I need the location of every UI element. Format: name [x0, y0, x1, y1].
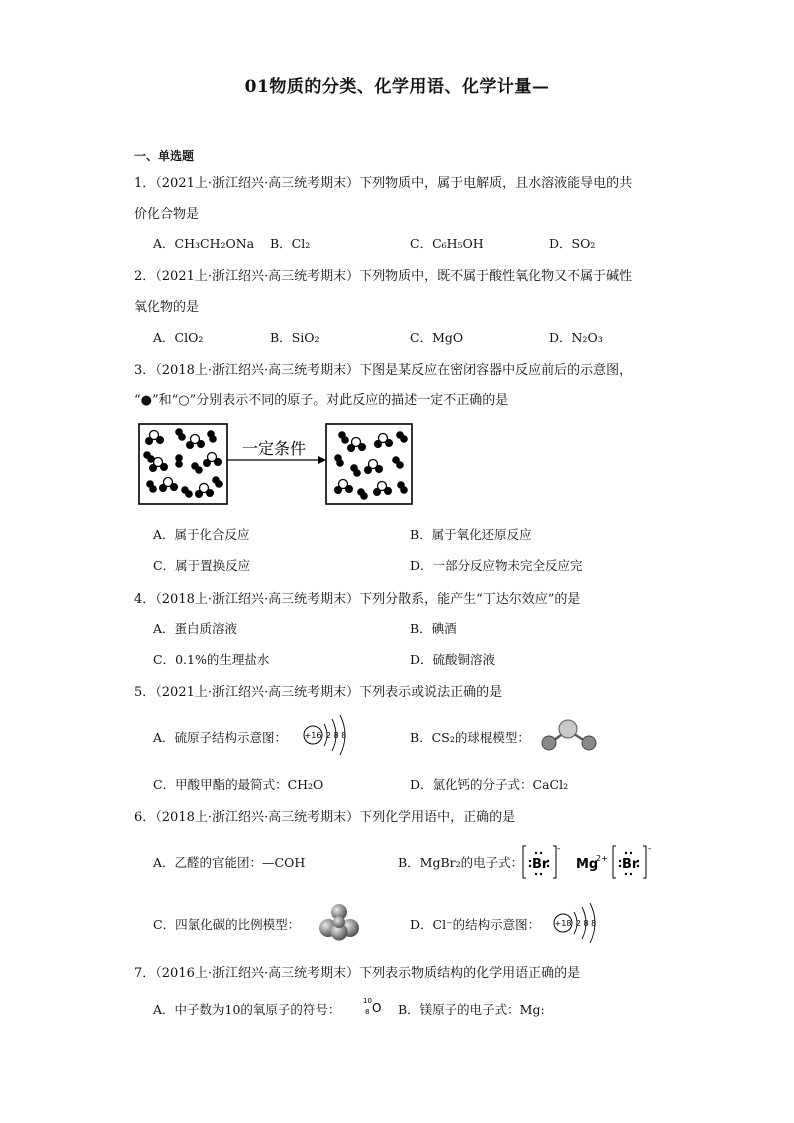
question-7-line-1: 7．（2016上·浙江绍兴·高三统考期末）下列表示物质结构的化学用语正确的是 — [134, 966, 581, 981]
q4-option-d: D．硫酸铜溶液 — [410, 652, 496, 667]
condition-label: 一定条件 — [241, 439, 307, 458]
question-6-line-1: 6．（2018上·浙江绍兴·高三统考期末）下列化学用语中，正确的是 — [134, 810, 516, 825]
q4-option-a: A．蛋白质溶液 — [153, 621, 238, 636]
arrow-head — [318, 456, 326, 464]
q7-option-b: B．镁原子的电子式：Mg: — [398, 1002, 545, 1017]
page-title: 01物质的分类、化学用语、化学计量— — [244, 77, 550, 97]
q6-option-c: C．四氯化碳的比例模型： — [153, 917, 301, 932]
oxygen-isotope-symbol — [362, 994, 386, 1018]
q3-option-b: B．属于氧化还原反应 — [410, 527, 532, 542]
mg-charge: 2+ — [596, 854, 608, 863]
br-left: Br — [532, 857, 549, 872]
sulfur-nucleus: +16 — [304, 731, 322, 740]
q3-option-a: A．属于化合反应 — [153, 527, 250, 542]
cs2-ball-stick-model — [540, 718, 600, 754]
reaction-diagram — [138, 422, 414, 506]
q1-option-d: D．SO₂ — [549, 236, 596, 251]
q6-option-a: A．乙醛的官能团：—COH — [153, 855, 306, 870]
q2-option-c: C．MgO — [410, 330, 464, 345]
q4-option-b: B．碘酒 — [410, 621, 457, 636]
question-3-line-1: 3．（2018上·浙江绍兴·高三统考期末）下图是某反应在密闭容器中反应前后的示意图， — [134, 363, 633, 378]
chloride-shells: 2 8 8 — [575, 919, 597, 928]
q5-option-d: D．氯化钙的分子式：CaCl₂ — [410, 777, 569, 792]
q1-option-b: B．Cl₂ — [270, 236, 311, 251]
question-4-line-1: 4．（2018上·浙江绍兴·高三统考期末）下列分散系，能产生“丁达尔效应”的是 — [134, 592, 581, 607]
question-3-line-2: “●”和“○”分别表示不同的原子。对此反应的描述一定不正确的是 — [134, 393, 509, 408]
q6-option-d: D．Cl⁻的结构示意图： — [410, 917, 541, 932]
q5-option-c: C．甲酸甲酯的最简式：CH₂O — [153, 777, 324, 792]
br-right-charge: - — [648, 844, 652, 854]
q1-option-c: C．C₆H₅OH — [410, 236, 484, 251]
ccl4-space-filling-model — [318, 903, 360, 941]
mgbr2-electron-formula — [520, 842, 660, 882]
q5-option-a: A．硫原子结构示意图： — [153, 730, 288, 745]
question-1-line-1: 1．（2021上·浙江绍兴·高三统考期末）下列物质中，属于电解质，且水溶液能导电的共 — [134, 176, 633, 191]
q3-option-d: D．一部分反应物未完全反应完 — [410, 558, 583, 573]
q3-option-c: C．属于置换反应 — [153, 558, 251, 573]
oxygen-atomic-number: 8 — [365, 1008, 370, 1016]
q2-option-a: A．ClO₂ — [153, 330, 204, 345]
mg-symbol: Mg — [576, 857, 599, 872]
question-2-line-1: 2．（2021上·浙江绍兴·高三统考期末）下列物质中，既不属于酸性氧化物又不属于碱性 — [134, 269, 633, 284]
q5-option-b: B．CS₂的球棍模型： — [410, 730, 530, 745]
chloride-nucleus: +18 — [554, 919, 572, 928]
sulfur-shells: 2 8 8 — [325, 731, 347, 740]
br-left-charge: - — [557, 844, 561, 854]
question-2-line-2: 氧化物的是 — [134, 300, 200, 315]
q2-option-d: D．N₂O₃ — [549, 330, 603, 345]
question-5-line-1: 5．（2021上·浙江绍兴·高三统考期末）下列表示或说法正确的是 — [134, 685, 503, 700]
chloride-ion-diagram — [550, 900, 606, 946]
section-heading: 一、单选题 — [134, 149, 195, 163]
q6-option-b: B．MgBr₂的电子式： — [398, 855, 524, 870]
q2-option-b: B．SiO₂ — [270, 330, 320, 345]
question-1-line-2: 价化合物是 — [134, 207, 200, 222]
q7-option-a: A．中子数为10的氧原子的符号： — [153, 1002, 341, 1017]
oxygen-mass-number: 10 — [363, 997, 372, 1005]
q4-option-c: C．0.1%的生理盐水 — [153, 652, 270, 667]
oxygen-element: O — [372, 1001, 382, 1015]
q1-option-a: A．CH₃CH₂ONa — [153, 236, 255, 251]
sulfur-atom-diagram — [300, 712, 356, 758]
br-right: Br — [622, 857, 639, 872]
